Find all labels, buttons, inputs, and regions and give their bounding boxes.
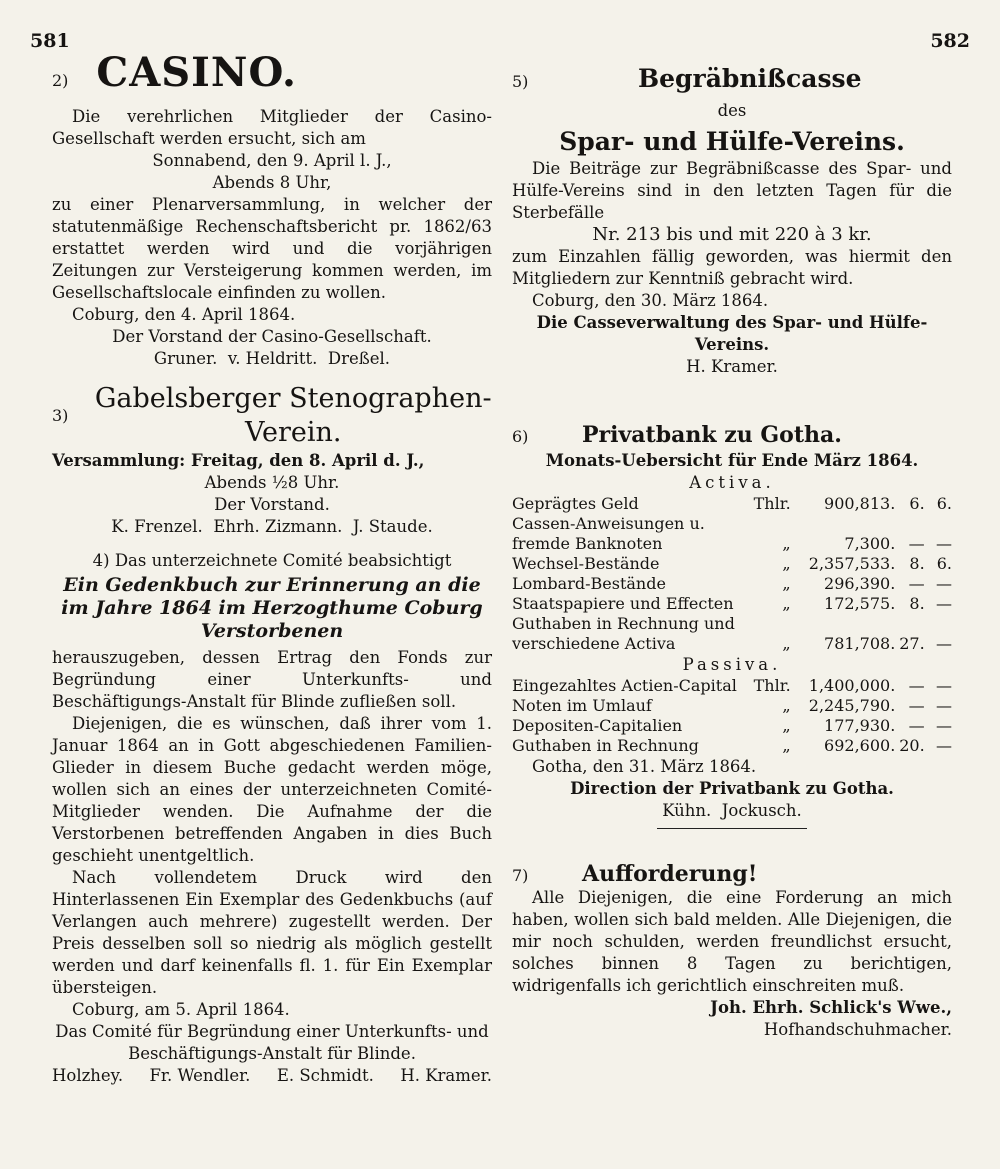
balance-amount: 296,390.	[824, 574, 896, 593]
notice-sender: Der Vorstand der Casino-Gesellschaft.	[112, 327, 432, 346]
left-column	[52, 49, 492, 1099]
balance-groschen: 27.	[899, 634, 925, 653]
notice-place-date: Coburg, den 30. März 1864.	[532, 291, 769, 310]
notice-title: Begräbnißcasse	[638, 64, 862, 93]
notice-intro: 4) Das unterzeichnete Comité beabsichtigt	[92, 551, 452, 570]
balance-label: Lombard-Bestände	[512, 574, 666, 593]
balance-amount: 781,708.	[824, 634, 896, 653]
stenographen-notice	[52, 382, 492, 538]
notice-paragraph: Nach vollendetem Druck wird den Hinterlassenen Ein Exemplar des Gedenkbuchs (auf Verlangen auch mehrere) zugestellt werden. Der Preis desselben soll so niedrig als möglich gestellt werden und darf keinenfalls fl. 1. für Ein Exemplar übersteigen.	[52, 868, 492, 997]
balance-currency: „	[782, 574, 791, 593]
balance-amount: 1,400,000.	[808, 676, 896, 695]
signature-role: Hofhandschuhmacher.	[763, 1020, 952, 1039]
notice-number: 5)	[512, 72, 529, 91]
balance-row	[512, 696, 952, 716]
notice-amount: Nr. 213 bis und mit 220 à 3 kr.	[592, 224, 872, 245]
notice-place-date: Coburg, am 5. April 1864.	[72, 1000, 290, 1019]
notice-place-date: Gotha, den 31. März 1864.	[532, 757, 757, 776]
notice-signatures	[52, 1065, 492, 1087]
signature: K. Frenzel.	[111, 517, 203, 536]
balance-pfennig: —	[936, 696, 952, 715]
signature: H. Kramer.	[400, 1066, 492, 1085]
balance-currency: „	[782, 716, 791, 735]
balance-pfennig: —	[936, 676, 952, 695]
balance-amount: 2,245,790.	[808, 696, 896, 715]
signature: H. Kramer.	[686, 357, 778, 376]
balance-currency: „	[782, 634, 791, 653]
balance-currency: Thlr.	[753, 494, 791, 513]
balance-amount: 900,813.	[824, 494, 896, 513]
signature: Joh. Ehrh. Schlick's Wwe.,	[710, 998, 952, 1017]
notice-number: 6)	[512, 427, 529, 446]
balance-pfennig: —	[936, 634, 952, 653]
signature: Gruner.	[153, 349, 218, 368]
balance-row	[512, 614, 952, 654]
notice-sender: Das Comité für Begründung einer Unterkunfts- und Beschäftigungs-Anstalt für Blinde.	[55, 1022, 489, 1063]
balance-amount: 172,575.	[824, 594, 896, 613]
notice-sender: Die Casseverwaltung des Spar- und Hülfe-Vereins.	[536, 313, 928, 354]
balance-label: Cassen-Anweisungen u. fremde Banknoten	[512, 514, 705, 553]
balance-row	[512, 554, 952, 574]
casino-notice	[52, 49, 492, 370]
balance-label: Guthaben in Rechnung	[512, 736, 699, 755]
right-column	[512, 62, 952, 1053]
divider	[657, 828, 807, 829]
notice-sender: Der Vorstand.	[214, 495, 330, 514]
balance-label: Guthaben in Rechnung und verschiedene Activa	[512, 614, 735, 653]
notice-connector: des	[717, 101, 747, 120]
gedenkbuch-notice	[52, 550, 492, 1087]
passiva-heading: Passiva.	[682, 655, 782, 674]
notice-paragraph: Diejenigen, die es wünschen, daß ihrer vom 1. Januar 1864 an in Gott abgeschiedenen Familien-Glieder in diesem Buche gedacht werden möge, wollen sich an eines der unterzeichneten Comité-Mitglieder wenden. Die Aufnahme der die Verstorbenen betreffenden Angaben in dies Buch geschieht unentgeltlich.	[52, 714, 492, 865]
balance-groschen: 20.	[899, 736, 925, 755]
balance-label: Noten im Umlauf	[512, 696, 652, 715]
balance-groschen: —	[908, 696, 925, 715]
balance-groschen: —	[908, 534, 925, 553]
balance-currency: Thlr.	[753, 676, 791, 695]
notice-text: zum Einzahlen fällig geworden, was hiermit den Mitgliedern zur Kenntniß gebracht wird.	[512, 247, 952, 288]
notice-time: Abends ½8 Uhr.	[204, 473, 340, 492]
balance-row	[512, 736, 952, 756]
notice-text: zu einer Plenarversammlung, in welcher der statutenmäßige Rechenschaftsbericht pr. 1862/63 erstattet werden wird und die vorjährigen Zeitungen zur Versteigerung kommen werden, im Gesellschaftslocale einfinden zu wollen.	[52, 195, 492, 302]
notice-title: CASINO.	[96, 49, 297, 96]
notice-signatures	[52, 348, 492, 370]
notice-place-date: Coburg, den 4. April 1864.	[72, 305, 296, 324]
notice-text: Die verehrlichen Mitglieder der Casino-Gesellschaft werden ersucht, sich am	[52, 107, 492, 148]
balance-pfennig: —	[936, 594, 952, 613]
balance-pfennig: —	[936, 574, 952, 593]
page-number-left: 581	[30, 30, 70, 52]
balance-pfennig: 6.	[936, 554, 952, 573]
begraebniscasse-notice	[512, 62, 952, 378]
balance-row	[512, 676, 952, 696]
balance-label: Depositen-Capitalien	[512, 716, 683, 735]
signature: Holzhey.	[52, 1066, 124, 1085]
privatbank-notice	[512, 420, 952, 829]
balance-currency: „	[782, 696, 791, 715]
balance-row	[512, 514, 952, 554]
balance-label: Staatspapiere und Effecten	[512, 594, 734, 613]
notice-signatures	[52, 516, 492, 538]
balance-groschen: 8.	[909, 554, 925, 573]
balance-label: Geprägtes Geld	[512, 494, 639, 513]
balance-currency: „	[782, 594, 791, 613]
notice-paragraph: herauszugeben, dessen Ertrag den Fonds zur Begründung einer Unterkunfts- und Beschäftigungs-Anstalt für Blinde zufließen soll.	[52, 648, 492, 711]
notice-number: 2)	[52, 71, 69, 90]
notice-date: Sonnabend, den 9. April l. J.,	[152, 151, 392, 170]
signature: E. Schmidt.	[276, 1066, 374, 1085]
balance-pfennig: —	[936, 716, 952, 735]
signature: Dreßel.	[327, 349, 391, 368]
notice-time: Abends 8 Uhr,	[212, 173, 332, 192]
notice-subtitle: Monats-Uebersicht für Ende März 1864.	[545, 451, 919, 470]
balance-currency: „	[782, 736, 791, 755]
balance-amount: 7,300.	[844, 534, 896, 553]
balance-amount: 2,357,533.	[808, 554, 896, 573]
notice-title: Ein Gedenkbuch zur Erinnerung an die im Jahre 1864 im Herzogthume Coburg Verstorbenen	[61, 574, 483, 642]
notice-title: Gabelsberger Stenographen-Verein.	[94, 383, 492, 448]
signature: Fr. Wendler.	[149, 1066, 251, 1085]
balance-groschen: 6.	[909, 494, 925, 513]
balance-row	[512, 594, 952, 614]
notice-text: Versammlung: Freitag, den 8. April d. J.,	[52, 451, 425, 470]
signature: Jockusch.	[721, 801, 802, 820]
balance-row	[512, 494, 952, 514]
balance-groschen: —	[908, 574, 925, 593]
activa-heading: Activa.	[689, 473, 775, 492]
notice-title: Aufforderung!	[582, 861, 758, 887]
balance-currency: „	[782, 534, 791, 553]
balance-groschen: 8.	[909, 594, 925, 613]
balance-row	[512, 574, 952, 594]
signature: Kühn.	[662, 801, 712, 820]
signature: Ehrh. Zizmann.	[213, 517, 343, 536]
balance-pfennig: —	[936, 736, 952, 755]
signature: v. Heldritt.	[227, 349, 318, 368]
notice-sender: Direction der Privatbank zu Gotha.	[570, 779, 894, 798]
balance-currency: „	[782, 554, 791, 573]
balance-groschen: —	[908, 676, 925, 695]
page-number-right: 582	[930, 30, 970, 52]
balance-amount: 692,600.	[824, 736, 896, 755]
balance-groschen: —	[908, 716, 925, 735]
signature: J. Staude.	[352, 517, 433, 536]
passiva-table	[512, 676, 952, 756]
notice-number: 3)	[52, 406, 69, 425]
notice-signatures	[512, 800, 952, 822]
notice-text: Alle Diejenigen, die eine Forderung an mich haben, wollen sich bald melden. Alle Diejenigen, die mir noch schulden, werden freundlichst ersucht, solches binnen 8 Tagen zu berichtigen, widrigenfalls ich gerichtlich einschreiten muß.	[512, 888, 952, 995]
balance-amount: 177,930.	[824, 716, 896, 735]
notice-title: Privatbank zu Gotha.	[582, 422, 842, 448]
balance-pfennig: —	[936, 534, 952, 553]
notice-subtitle: Spar- und Hülfe-Vereins.	[559, 127, 905, 156]
balance-pfennig: 6.	[936, 494, 952, 513]
aufforderung-notice	[512, 863, 952, 1041]
notice-text: Die Beiträge zur Begräbnißcasse des Spar- und Hülfe-Vereins sind in den letzten Tagen für die Sterbefälle	[512, 159, 952, 222]
balance-row	[512, 716, 952, 736]
balance-label: Eingezahltes Actien-Capital	[512, 676, 737, 695]
activa-table	[512, 494, 952, 654]
balance-label: Wechsel-Bestände	[512, 554, 660, 573]
notice-number: 7)	[512, 866, 529, 885]
